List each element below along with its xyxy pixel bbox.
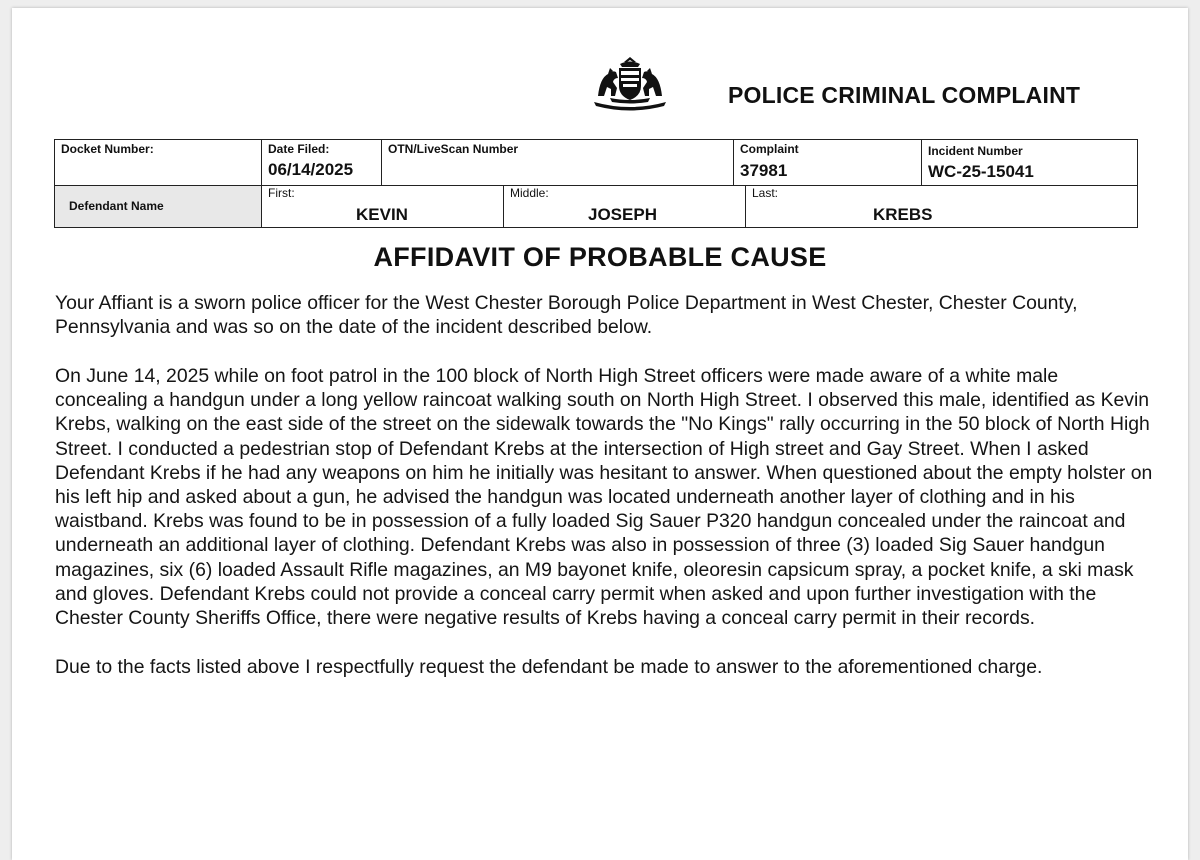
affidavit-paragraph: On June 14, 2025 while on foot patrol in the 100 block of North High Street officers were made aware of a white male concealing a handgun under a long yellow raincoat walking south on North High Street. I observed this male, identified as Kevin Krebs, walking on the east side of the street on the sidewalk towards the "No Kings" rally occurring in the 50 block of North High Street. I conducted a pedestrian stop of Defendant Krebs at the intersection of High street and Gay Street. When I asked Defendant Krebs if he had any weapons on him he initially was hesitant to answer. When questioned about the empty holster on his left hip and asked about a gun, he advised the handgun was located underneath another layer of clothing and in his waistband. Krebs was found to be in possession of a fully loaded Sig Sauer P320 handgun concealed under the raincoat and underneath an additional layer of clothing. Defendant Krebs was also in possession of three (3) loaded Sig Sauer handgun magazines, six (6) loaded Assault Rifle magazines, an M9 bayonet knife, oleoresin capsicum spray, a pocket knife, a ski mask and gloves. Defendant Krebs could not provide a conceal carry permit when asked and upon further investigation with the Chester County Sheriffs Office, there were negative results of Krebs having a conceal carry permit in their records. bbox=[55, 364, 1153, 629]
document-title: POLICE CRIMINAL COMPLAINT bbox=[728, 82, 1081, 108]
date-filed-value: 06/14/2025 bbox=[268, 160, 354, 179]
date-filed-cell bbox=[261, 139, 382, 186]
defendant-last-label: Last: bbox=[752, 186, 779, 200]
incident-number-cell bbox=[921, 139, 1138, 186]
affidavit-title: AFFIDAVIT OF PROBABLE CAUSE bbox=[373, 242, 827, 272]
incident-number-label: Incident Number bbox=[928, 144, 1023, 158]
complaint-label: Complaint bbox=[740, 142, 799, 156]
defendant-middle-cell bbox=[503, 185, 746, 228]
defendant-name-label: Defendant Name bbox=[69, 199, 164, 213]
defendant-first-label: First: bbox=[268, 186, 295, 200]
date-filed-label: Date Filed: bbox=[268, 142, 330, 156]
defendant-middle-value: JOSEPH bbox=[588, 205, 657, 224]
incident-number-value: WC-25-15041 bbox=[928, 162, 1034, 181]
affidavit-paragraph: Due to the facts listed above I respectfully request the defendant be made to answer to the aforementioned charge. bbox=[55, 655, 1043, 678]
otn-livescan-label: OTN/LiveScan Number bbox=[388, 142, 519, 156]
complaint-header-grid bbox=[54, 139, 1138, 228]
affidavit-body bbox=[55, 291, 1155, 703]
complaint-cell bbox=[733, 139, 922, 186]
defendant-first-cell bbox=[261, 185, 504, 228]
defendant-first-value: KEVIN bbox=[356, 205, 408, 224]
complaint-value: 37981 bbox=[740, 161, 788, 180]
otn-livescan-cell bbox=[381, 139, 734, 186]
document-page bbox=[12, 8, 1188, 860]
pennsylvania-coat-of-arms-icon bbox=[590, 56, 670, 112]
defendant-name-label-cell bbox=[54, 185, 262, 228]
docket-number-label: Docket Number: bbox=[61, 142, 154, 156]
docket-number-cell bbox=[54, 139, 262, 186]
defendant-last-cell bbox=[745, 185, 1138, 228]
defendant-middle-label: Middle: bbox=[510, 186, 549, 200]
defendant-last-value: KREBS bbox=[873, 205, 933, 224]
affidavit-paragraph: Your Affiant is a sworn police officer for the West Chester Borough Police Department in West Chester, Chester County, Pennsylvania and was so on the date of the incident described below. bbox=[55, 292, 1078, 339]
